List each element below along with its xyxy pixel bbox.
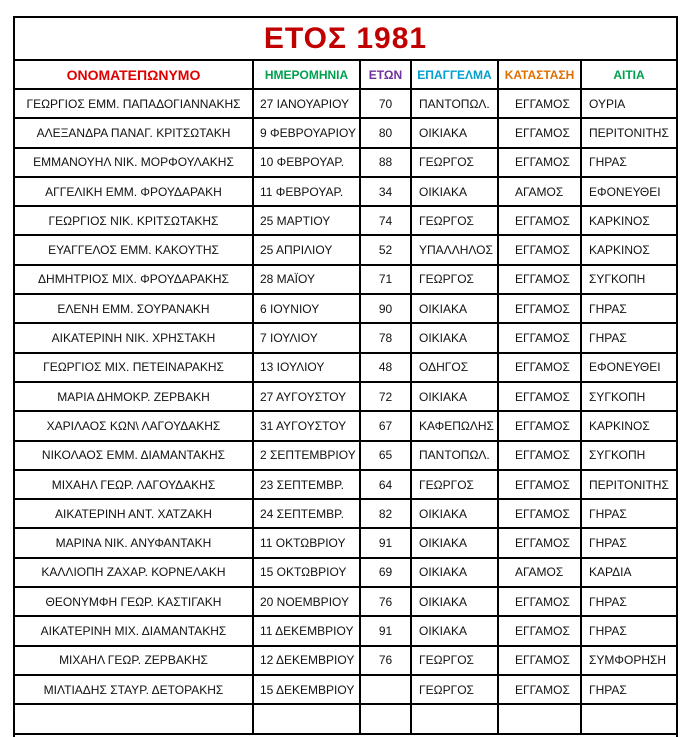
cell-cause: ΓΗΡΑΣ bbox=[581, 675, 676, 704]
cell-cause: ΣΥΜΦΟΡΗΣΗ bbox=[581, 646, 676, 675]
cell-cause: ΠΕΡΙΤΟΝΙΤΗΣ bbox=[581, 470, 676, 499]
cell-date: 27 ΙΑΝΟΥΑΡΙΟΥ bbox=[253, 89, 360, 118]
cell-cause: ΕΦΟΝΕΥΘΕΙ bbox=[581, 353, 676, 382]
cell-name: ΧΑΡΙΛΑΟΣ ΚΩΝ\ ΛΑΓΟΥΔΑΚΗΣ bbox=[15, 411, 253, 440]
cell-job: ΥΠΑΛΛΗΛΟΣ bbox=[411, 235, 498, 264]
cell-date: 28 ΜΑΪΟΥ bbox=[253, 265, 360, 294]
cell-date: 7 ΙΟΥΛΙΟΥ bbox=[253, 323, 360, 352]
cell-status: ΕΓΓΑΜΟΣ bbox=[498, 235, 581, 264]
cell-name: ΓΕΩΡΓΙΟΣ ΝΙΚ. ΚΡΙΤΣΩΤΑΚΗΣ bbox=[15, 206, 253, 235]
cell-date: 10 ΦΕΒΡΟΥΑΡ. bbox=[253, 148, 360, 177]
cell-cause: ΓΗΡΑΣ bbox=[581, 323, 676, 352]
page-title: ΕΤΟΣ 1981 bbox=[263, 21, 428, 55]
table-row bbox=[15, 646, 676, 675]
cell-job: ΟΙΚΙΑΚΑ bbox=[411, 528, 498, 557]
table-row bbox=[15, 616, 676, 645]
cell-status: ΕΓΓΑΜΟΣ bbox=[498, 206, 581, 235]
cell-status: ΑΓΑΜΟΣ bbox=[498, 177, 581, 206]
cell-date: 9 ΦΕΒΡΟΥΑΡΙΟΥ bbox=[253, 118, 360, 147]
table-row bbox=[15, 675, 676, 704]
cell-name: ΕΥΑΓΓΕΛΟΣ ΕΜΜ. ΚΑΚΟΥΤΗΣ bbox=[15, 235, 253, 264]
cell-job: ΟΙΚΙΑΚΑ bbox=[411, 118, 498, 147]
cell-name: ΜΑΡΙΑ ΔΗΜΟΚΡ. ΖΕΡΒΑΚΗ bbox=[15, 382, 253, 411]
cell-cause bbox=[581, 704, 676, 733]
cell-status: ΑΓΑΜΟΣ bbox=[498, 558, 581, 587]
cell-job: ΟΙΚΙΑΚΑ bbox=[411, 616, 498, 645]
cell-status: ΕΓΓΑΜΟΣ bbox=[498, 616, 581, 645]
cell-age bbox=[360, 675, 411, 704]
cell-date: 15 ΔΕΚΕΜΒΡΙΟΥ bbox=[253, 675, 360, 704]
cell-status: ΕΓΓΑΜΟΣ bbox=[498, 353, 581, 382]
cell-age: 52 bbox=[360, 235, 411, 264]
cell-name bbox=[15, 704, 253, 733]
cell-age: 91 bbox=[360, 528, 411, 557]
cell-status: ΕΓΓΑΜΟΣ bbox=[498, 382, 581, 411]
deaths-table bbox=[15, 61, 676, 735]
cell-cause: ΓΗΡΑΣ bbox=[581, 528, 676, 557]
cell-job: ΓΕΩΡΓΟΣ bbox=[411, 675, 498, 704]
cell-age: 70 bbox=[360, 89, 411, 118]
header-marital-status: ΚΑΤΑΣΤΑΣΗ bbox=[498, 61, 581, 89]
header-row bbox=[15, 61, 676, 89]
cell-job: ΟΔΗΓΟΣ bbox=[411, 353, 498, 382]
cell-status: ΕΓΓΑΜΟΣ bbox=[498, 499, 581, 528]
table-row bbox=[15, 528, 676, 557]
cell-job: ΟΙΚΙΑΚΑ bbox=[411, 558, 498, 587]
cell-date: 25 ΜΑΡΤΙΟΥ bbox=[253, 206, 360, 235]
cell-date: 2 ΣΕΠΤΕΜΒΡΙΟΥ bbox=[253, 441, 360, 470]
table-body bbox=[15, 89, 676, 734]
cell-name: ΑΙΚΑΤΕΡΙΝΗ ΜΙΧ. ΔΙΑΜΑΝΤΑΚΗΣ bbox=[15, 616, 253, 645]
cell-cause: ΟΥΡΙΑ bbox=[581, 89, 676, 118]
table-row bbox=[15, 89, 676, 118]
cell-job: ΓΕΩΡΓΟΣ bbox=[411, 470, 498, 499]
cell-age: 91 bbox=[360, 616, 411, 645]
cell-age: 64 bbox=[360, 470, 411, 499]
header-cause: ΑΙΤΙΑ bbox=[581, 61, 676, 89]
table-row bbox=[15, 148, 676, 177]
cell-age: 65 bbox=[360, 441, 411, 470]
cell-job: ΟΙΚΙΑΚΑ bbox=[411, 294, 498, 323]
cell-date: 13 ΙΟΥΛΙΟΥ bbox=[253, 353, 360, 382]
table-row bbox=[15, 294, 676, 323]
cell-cause: ΠΕΡΙΤΟΝΙΤΗΣ bbox=[581, 118, 676, 147]
table-row bbox=[15, 382, 676, 411]
cell-job: ΓΕΩΡΓΟΣ bbox=[411, 148, 498, 177]
table-row bbox=[15, 704, 676, 733]
table-row bbox=[15, 558, 676, 587]
cell-age: 34 bbox=[360, 177, 411, 206]
cell-status: ΕΓΓΑΜΟΣ bbox=[498, 441, 581, 470]
cell-date: 24 ΣΕΠΤΕΜΒΡ. bbox=[253, 499, 360, 528]
cell-age: 80 bbox=[360, 118, 411, 147]
cell-status: ΕΓΓΑΜΟΣ bbox=[498, 89, 581, 118]
cell-status: ΕΓΓΑΜΟΣ bbox=[498, 528, 581, 557]
cell-date: 11 ΦΕΒΡΟΥΑΡ. bbox=[253, 177, 360, 206]
table-row bbox=[15, 118, 676, 147]
cell-age: 72 bbox=[360, 382, 411, 411]
table-row bbox=[15, 323, 676, 352]
cell-cause: ΚΑΡΚΙΝΟΣ bbox=[581, 411, 676, 440]
cell-status: ΕΓΓΑΜΟΣ bbox=[498, 265, 581, 294]
table-row bbox=[15, 265, 676, 294]
cell-name: ΔΗΜΗΤΡΙΟΣ ΜΙΧ. ΦΡΟΥΔΑΡΑΚΗΣ bbox=[15, 265, 253, 294]
cell-age: 69 bbox=[360, 558, 411, 587]
cell-job: ΠΑΝΤΟΠΩΛ. bbox=[411, 89, 498, 118]
cell-name: ΜΙΧΑΗΛ ΓΕΩΡ. ΖΕΡΒΑΚΗΣ bbox=[15, 646, 253, 675]
cell-date: 6 ΙΟΥΝΙΟΥ bbox=[253, 294, 360, 323]
cell-status: ΕΓΓΑΜΟΣ bbox=[498, 118, 581, 147]
cell-job: ΟΙΚΙΑΚΑ bbox=[411, 587, 498, 616]
cell-age: 71 bbox=[360, 265, 411, 294]
cell-cause: ΓΗΡΑΣ bbox=[581, 294, 676, 323]
cell-name: ΜΙΧΑΗΛ ΓΕΩΡ. ΛΑΓΟΥΔΑΚΗΣ bbox=[15, 470, 253, 499]
table-row bbox=[15, 411, 676, 440]
cell-cause: ΚΑΡΚΙΝΟΣ bbox=[581, 235, 676, 264]
cell-date bbox=[253, 704, 360, 733]
cell-cause: ΓΗΡΑΣ bbox=[581, 616, 676, 645]
cell-name: ΑΙΚΑΤΕΡΙΝΗ ΝΙΚ. ΧΡΗΣΤΑΚΗ bbox=[15, 323, 253, 352]
cell-name: ΕΜΜΑΝΟΥΗΛ ΝΙΚ. ΜΟΡΦΟΥΛΑΚΗΣ bbox=[15, 148, 253, 177]
cell-name: ΓΕΩΡΓΙΟΣ ΕΜΜ. ΠΑΠΑΔΟΓΙΑΝΝΑΚΗΣ bbox=[15, 89, 253, 118]
cell-name: ΕΛΕΝΗ ΕΜΜ. ΣΟΥΡΑΝΑΚΗ bbox=[15, 294, 253, 323]
cell-name: ΝΙΚΟΛΑΟΣ ΕΜΜ. ΔΙΑΜΑΝΤΑΚΗΣ bbox=[15, 441, 253, 470]
cell-date: 25 ΑΠΡΙΛΙΟΥ bbox=[253, 235, 360, 264]
cell-name: ΘΕΟΝΥΜΦΗ ΓΕΩΡ. ΚΑΣΤΙΓΑΚΗ bbox=[15, 587, 253, 616]
cell-date: 11 ΟΚΤΩΒΡΙΟΥ bbox=[253, 528, 360, 557]
cell-job: ΟΙΚΙΑΚΑ bbox=[411, 323, 498, 352]
cell-age: 90 bbox=[360, 294, 411, 323]
cell-job: ΟΙΚΙΑΚΑ bbox=[411, 382, 498, 411]
cell-name: ΚΑΛΛΙΟΠΗ ΖΑΧΑΡ. ΚΟΡΝΕΛΑΚΗ bbox=[15, 558, 253, 587]
table-row bbox=[15, 470, 676, 499]
header-date: ΗΜΕΡΟΜΗΝΙΑ bbox=[253, 61, 360, 89]
cell-age: 74 bbox=[360, 206, 411, 235]
cell-name: ΑΛΕΞΑΝΔΡΑ ΠΑΝΑΓ. ΚΡΙΤΣΩΤΑΚΗ bbox=[15, 118, 253, 147]
header-occupation: ΕΠΑΓΓΕΛΜΑ bbox=[411, 61, 498, 89]
cell-cause: ΚΑΡΚΙΝΟΣ bbox=[581, 206, 676, 235]
cell-cause: ΓΗΡΑΣ bbox=[581, 499, 676, 528]
cell-cause: ΓΗΡΑΣ bbox=[581, 148, 676, 177]
cell-age: 48 bbox=[360, 353, 411, 382]
table-row bbox=[15, 353, 676, 382]
table-row bbox=[15, 441, 676, 470]
cell-age: 76 bbox=[360, 646, 411, 675]
table-row bbox=[15, 499, 676, 528]
table-row bbox=[15, 177, 676, 206]
cell-date: 27 ΑΥΓΟΥΣΤΟΥ bbox=[253, 382, 360, 411]
cell-date: 20 ΝΟΕΜΒΡΙΟΥ bbox=[253, 587, 360, 616]
cell-cause: ΣΥΓΚΟΠΗ bbox=[581, 441, 676, 470]
cell-status: ΕΓΓΑΜΟΣ bbox=[498, 148, 581, 177]
cell-status: ΕΓΓΑΜΟΣ bbox=[498, 411, 581, 440]
cell-date: 15 ΟΚΤΩΒΡΙΟΥ bbox=[253, 558, 360, 587]
cell-cause: ΣΥΓΚΟΠΗ bbox=[581, 382, 676, 411]
cell-job bbox=[411, 704, 498, 733]
register-sheet bbox=[13, 16, 678, 737]
cell-age: 88 bbox=[360, 148, 411, 177]
cell-age: 78 bbox=[360, 323, 411, 352]
title-row bbox=[15, 18, 676, 61]
cell-status: ΕΓΓΑΜΟΣ bbox=[498, 323, 581, 352]
cell-job: ΓΕΩΡΓΟΣ bbox=[411, 265, 498, 294]
cell-status: ΕΓΓΑΜΟΣ bbox=[498, 587, 581, 616]
cell-status bbox=[498, 704, 581, 733]
header-age: ΕΤΩΝ bbox=[360, 61, 411, 89]
cell-date: 11 ΔΕΚΕΜΒΡΙΟΥ bbox=[253, 616, 360, 645]
cell-name: ΜΙΛΤΙΑΔΗΣ ΣΤΑΥΡ. ΔΕΤΟΡΑΚΗΣ bbox=[15, 675, 253, 704]
cell-name: ΑΙΚΑΤΕΡΙΝΗ ΑΝΤ. ΧΑΤΖΑΚΗ bbox=[15, 499, 253, 528]
cell-date: 23 ΣΕΠΤΕΜΒΡ. bbox=[253, 470, 360, 499]
cell-status: ΕΓΓΑΜΟΣ bbox=[498, 470, 581, 499]
cell-cause: ΣΥΓΚΟΠΗ bbox=[581, 265, 676, 294]
cell-cause: ΓΗΡΑΣ bbox=[581, 587, 676, 616]
cell-age: 82 bbox=[360, 499, 411, 528]
cell-status: ΕΓΓΑΜΟΣ bbox=[498, 646, 581, 675]
cell-age: 76 bbox=[360, 587, 411, 616]
table-row bbox=[15, 235, 676, 264]
cell-cause: ΚΑΡΔΙΑ bbox=[581, 558, 676, 587]
cell-job: ΓΕΩΡΓΟΣ bbox=[411, 206, 498, 235]
table-row bbox=[15, 587, 676, 616]
cell-date: 12 ΔΕΚΕΜΒΡΙΟΥ bbox=[253, 646, 360, 675]
header-name: ΟΝΟΜΑΤΕΠΩΝΥΜΟ bbox=[15, 61, 253, 89]
cell-job: ΠΑΝΤΟΠΩΛ. bbox=[411, 441, 498, 470]
cell-job: ΓΕΩΡΓΟΣ bbox=[411, 646, 498, 675]
table-row bbox=[15, 206, 676, 235]
cell-cause: ΕΦΟΝΕΥΘΕΙ bbox=[581, 177, 676, 206]
cell-age: 67 bbox=[360, 411, 411, 440]
cell-name: ΓΕΩΡΓΙΟΣ ΜΙΧ. ΠΕΤΕΙΝΑΡΑΚΗΣ bbox=[15, 353, 253, 382]
cell-status: ΕΓΓΑΜΟΣ bbox=[498, 675, 581, 704]
cell-job: ΟΙΚΙΑΚΑ bbox=[411, 177, 498, 206]
cell-status: ΕΓΓΑΜΟΣ bbox=[498, 294, 581, 323]
cell-date: 31 ΑΥΓΟΥΣΤΟΥ bbox=[253, 411, 360, 440]
cell-job: ΚΑΦΕΠΩΛΗΣ bbox=[411, 411, 498, 440]
cell-job: ΟΙΚΙΑΚΑ bbox=[411, 499, 498, 528]
cell-name: ΑΓΓΕΛΙΚΗ ΕΜΜ. ΦΡΟΥΔΑΡΑΚΗ bbox=[15, 177, 253, 206]
cell-name: ΜΑΡΙΝΑ ΝΙΚ. ΑΝΥΦΑΝΤΑΚΗ bbox=[15, 528, 253, 557]
cell-age bbox=[360, 704, 411, 733]
